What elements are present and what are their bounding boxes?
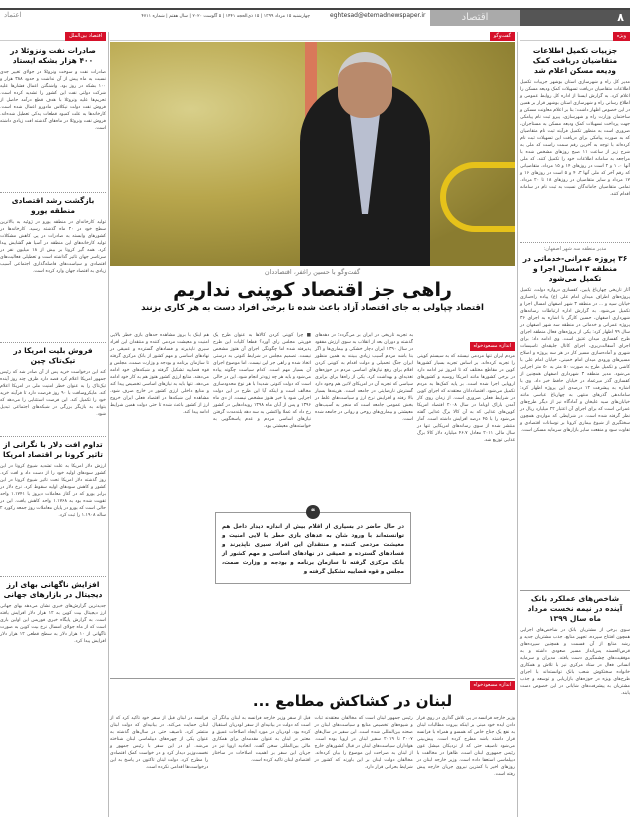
interview-column-1 — [417, 332, 515, 444]
page-number: ۸ — [520, 10, 630, 26]
article-body: سوی برخی از مشتریان بانک در شاخص‌های اجرایی همچون افتتاح سپرده، تجهیز منابع، جذب مشتریان جدید و رشد منابع از آن قسمت و همچنین سپرده‌های قرض‌الحسنه پس‌انداز مسیر صعودی داشته و به موفقیت‌های چشمگیری دست یافته. مدیران و سرمایه انسانی فعال در ستاد مرکزی نیز با تلاش و همکاری خانواده سختکوش شعب بانک توانسته‌اند با اجرای طرح‌های ویژه در حوزه‌های بازاریابی و توسعه و جذب مشتریان به پیشرفت‌های شایانی در این خصوص دست یابند. — [520, 628, 630, 696]
article-headline[interactable]: بازگشت رشد اقتصادی منطقه یورو — [11, 196, 95, 215]
article-column: به تجربه تاریخی در ایران بر می‌گردد؛ در دهه‌های گذشته و دوران بعد از انقلاب به سوی ارزش مفقود در سال ۱۳۹۰ ایران دچار خشکی و بیماری‌ها و اگر بنا باشد مردم آسیب زیادی ببینند به همین منظور ایران جنگ تحمیلی و دولت اقدام به کوپنی کردن اقلام برای رفع نیازهای اساسی مردم در حوزه‌های تغذیه‌ای و بهداشت کرد. یکی از راه‌ها برای برابری سیاسی که تجربه آن در امریکای لاتین هم وجود دارد گسترش نارضایتی در جامعه است. هزینه‌ها بسیار بالا رفته و افزایش نرخ ارز و سیاست‌های غلط در بخش عمومی جامعه است که منجر به آسیب‌های معیشتی و بیماری‌های روحی و روانی در جامعه شده است. — [315, 333, 413, 422]
article-body: مدیر کل راه و شهرسازی استان بوشهر جزییات تکمیل اطلاعات متقاضیان دریافت تسهیلات کمک ودیعه مسکن را اعلام کرد. به گزارش ایسنا از اداره کل روابط عمومی و اطلاع رسانی راه و شهرسازی استان بوشهر قرار بر همین در این خصوص اظهار داشت: بنا بر اعلام معاونت مسکن و ساختمان وزارت راه و شهرسازی، پیرو ثبت نام پیامکی جهت پرداخت تسهیلات کمک ودیعه مسکن به مستاجران، ضروری است به منظور تکمیل فرآیند ثبت نام متقاضیان که به صورت پیامکی برای دریافت این تسهیلات ثبت نام کرده‌اند با توجه به آخرین رقم سمت راست کد ملی به شرح زیر از ساعت ۱۱ صبح روزهای مشخص شده با مراجعه به سامانه اطلاعات خود را تکمیل کنند. کد ملی آنها ۰، ۱ و ۲ است در روزهای ۱۴ و ۱۵ مرداد، متقاضیانی که رقم آخر کد ملی آنها ۳، ۴ و ۵ است در روزهای ۱۶ و ۱۷ مرداد و سایر متقاضیان در روزهای ۱۸ تا ۲۰ مرداد. تمامی متقاضیان جاماندگان نسبت به ثبت نام در سامانه اقدام کنند. — [520, 80, 630, 197]
left-column — [0, 32, 106, 645]
column-divider — [517, 32, 518, 817]
section-label-bar — [520, 32, 630, 41]
page-header — [0, 8, 630, 26]
interview-photo — [110, 42, 515, 266]
main-headline[interactable]: راهی جز اقتصاد کوپنی نداریم — [173, 279, 452, 301]
lebanon-headline[interactable]: لبنان در کشاکش مطامع ... — [252, 692, 453, 710]
article-column: فرانسه در لبنان قبل از سفر خود تاکید کرد که از لبنان حمایت می‌کند. در بیانیه‌ای که دولت لبنان منتشر کرد، ناصیف حتی در سال‌های گذشته به عنوان یکی از چهره‌های دیپلماسی لبنان شناخته می‌شد. او در این سفر با رئیس جمهور و نخست‌وزیر دیدار کرد و در خواست کمک اقتصادی را مطرح کرد. دولت لبنان تاکنون در پاسخ به این درخواست‌ها اقدامی نکرده است. — [110, 716, 209, 770]
byline: اندازه مسعودخواه — [470, 681, 515, 690]
section-label: ویژه — [613, 32, 630, 41]
article-headline[interactable]: جزییات تکمیل اطلاعات متقاضیان دریافت کمک ودیعه مسکن اعلام شد — [532, 46, 618, 75]
article-column: قبل از سفر وزیر خارجه فرانسه به لبنان بیانگر آن است که دولت در بیانیه‌ای از سفر لودریان استقبال کرده بود. لودریان در مورد ایجاد اصلاحات عمیق و معتبر در لبنان به عنوان مقدمه‌ای برای همکاری مالی بین‌المللی سخن گفت. اتحادیه اروپا نیز در جریان این سفر بر اهمیت اصلاحات در ساختار اقتصادی لبنان تاکید کرده است. — [212, 716, 311, 763]
article-column: هم اینک با بروز مشاهده حدهای بازی خطر بالایی امنیت و معیشت مردمی کننده و منتقدان این افراد سیری ناپذیرند و فسادهای گسترده و عمیقی در نهادهای اساسی و مهم کشور از بانک مرکزی گرفته تا سازمان برنامه و بودجه و وزارت صمت، مجلس و قوه قضاییه تشکیل گرفته و شبکه‌های خود ادامه می‌دهند. منابع ارزی کشور هنوز هم به کار خود ادامه می‌دهد. تنها باید به نیازهای اساسی تخصیص پیدا کند و منابع داخلی ارزی کشور در خارج صرف شود. مشاهده این شبکه‌ها در اقتصاد فعلی ایران خروج ارز از کشور باعث شده تا حتی دولت همین شرایط ادامه پیدا کند. — [110, 333, 209, 415]
interview-header — [110, 268, 515, 314]
article-column: رئیس جمهور لبنان است که مخالفان معتقدند ثبات و شیوه‌های تخصیص منابع و سیاست‌های لبنان در صحنه بین‌المللی شده است. این سفیر در سال‌های ۲۰۰۷ تا ۲۰۱۹ سفیر لبنان در اروپا بوده است. هواداران سیاست‌های لبنان در قبال کشورهای خارج از لبنان به صراحت این موضوع را بیان کرده‌اند. مخالفان دولت لبنان بر این باورند که کشور در شرایط بحرانی قرار دارد. — [314, 716, 413, 770]
article-body: صادرات نفت و سوخت ونزوئلا در جولای تغییر جدی نسبت به ماه پیش از آن نداشت و حدود ۳۸۸ هزار و ۱۰۰ بشکه در روز بود. واشنگتن اعمال فشارها علیه شرکت دولتی نفت این کشور را تشدید کرده است. تحریم‌ها علیه ونزوئلا با هدف قطع درآمد حاصل از فروش نفت دولت نیکلاس مادورو اعمال شده است. کارخانه‌ها به علت کمبود قطعات یدکی تعطیل شده‌اند. فروش نفت ونزوئلا در ماه‌های گذشته افت زیادی داشته است. — [0, 70, 106, 131]
section-label-bar — [110, 32, 515, 41]
article-headline[interactable]: تداوم افت دلار با نگرانی از تاثیر کرونا بر اقتصاد امریکا — [3, 440, 103, 459]
main-subtitle: اقتصاد چپاولی به جای اقتصاد آزاد باعث شده تا برخی افراد دست به هر کاری بزنند — [141, 303, 484, 313]
article-kicker: گفت‌وگو با حسین راغفر، اقتصاددان — [264, 268, 361, 276]
article-body: کند این درخواست خرید پس از آن صادر شد که رئیس جمهور امریکا اعلام کرد قصد دارد ظرف چند روز آینده تیک‌تاک را به عنوان خطر امنیت ملی در امریکا اعلام کند. مایکروسافت با ۹۰ روز فرصت دارد تا فرآیند خرید خود را تکمیل کند. این فرصت استثنایی را می‌دهد که بتواند به بازیگر بزرگی در شبکه‌های اجتماعی تبدیل شود. — [0, 370, 106, 417]
article-body: جدیدترین گزارش‌های خبری نشان می‌دهد بهای جهانی ارز دیجیتال بیت کوین به ۱۲ هزار دلار افزایش یافته است. به گزارش پایگاه خبری فوربس این اولین باری است که از ماه جولای امسال نرخ بیت کوین به صورت ناگهانی از ۱۰ هزار دلار به سطح قطعی ۱۲ هزار دلار افزایش پیدا کرد. — [0, 604, 107, 644]
section-title: اقتصاد — [430, 10, 520, 26]
interview-body — [110, 332, 515, 676]
column-divider — [108, 32, 109, 817]
right-column — [520, 32, 630, 697]
article-headline[interactable]: افزایش ناگهانی بهای ارز دیجیتال در بازارهای جهانی — [3, 580, 103, 599]
date-line: چهارشنبه ۱۵ مرداد ۱۳۹۹ | ۱۵ ذی‌الحجه ۱۴۴۱ | ۵ آگوست ۲۰۲۰ | سال هفتم | شماره ۴۷۱۱ — [141, 14, 310, 19]
pull-quote: در حال حاضر در بسیاری از اقلام بیش از اندازه دیدار داخل هم توانسته‌اند با ورود شان به عدهای بازی خطر با لایی امنیت و معیشت مردمی کننده و منتقدان این افراد سیری ناپذیرند و فسادهای گسترده و عمیقی در نهادهای اساسی و مهم کشور از بانک مرکزی گرفته تا سازمان برنامه و بودجه و وزارت صمت، مجلس و قوه قضاییه تشکیل گرفته و — [215, 512, 411, 584]
section-label: اقتصاد بین‌الملل — [65, 32, 106, 41]
byline: اندازه مسعودخواه — [470, 342, 515, 351]
section-label: گفت‌وگو — [490, 32, 515, 41]
quote-icon: ❝ — [306, 505, 320, 519]
article-column: ■ چرا کوپنی کردن کالاها به عنوان طرح یک فوریتی مجلس رای آورد؟ قطعا کلیات این طرح پذیرفته شده اما چگونگی اجرای آن هنوز مشخص نیست. تصمیم مجلس در شرایط کنونی به درستی اتخاذ شده و راهی جز این نیست. اما موضوع اجرای آن بسیار مهم است. کدام سیاست چگونه پیاده می‌شود و باید هر چه زودتر انجام شود. این در حالی است که دولت کنونی شدیدا با هر نوع محدودسازی مخالف است و اینکه آیا این طرح در این دولت اجرایی شود یا خیر هنوز مشخص نیست. از دی ماه ۱۳۹۶ و پس از آبان ماه ۱۳۹۸ رویدادهایی در کشور رخ داد که عملا واکنشی به سه دهه بلندمدت گرفتن نیازهای اساسی مردم و عدم پاسخگویی به خواسته‌های معیشتی بود. — [213, 333, 311, 429]
article-body: آثار تاریخی چهارباغ پایین، کفسازی دروازه دولت، تکمیل پروژه‌های اطراف میدان امام علی (ع) پیاده راه‌سازی خیابان سپه و ... در منطقه ۳ شهر اصفهان امسال اجرا و تکمیل می‌شود. به گزارش اداره ارتباطات رسانه‌های شهرداری اصفهان، حسین کارگر با اشاره به اجرای ۳۶ پروژه عمرانی و خدماتی در منطقه سه شهر اصفهان در سال ۹۹ اظهار کرد: یکی از پروژه‌های فعال منطقه اجرای طرح کفسازی میدان عتیق است. وی ادامه داد: برای اجرای آسفالت‌ریزی، اجرای کانال جلیقه‌ای تاسیسات شهری و آماده‌سازی مسیر کار در هر سه پروژه و اصلاح مسیرهای ورودی میدان امام خمینی، خیابان امام علی با کاشی و تکمیل طرح به صورت ۵۰ متر به ۵۰ متر اجرایی می‌شود. مدیر منطقه ۳ شهرداری اصفهان همچنین از کفسازی گذر میرعماد در خیابان حافظ خبر داد. وی با اشاره به پیشرفت ۱۲ درصدی این پروژه اظهار کرد: ساماندهی گذرهای منتهی به چهارباغ عباسی مانند خیابان‌های سید علیخان و آمادگاه نیز از دیگر طرح‌های عمرانی است که برای اجرای آن اعتبار ۲۲ میلیارد ریال در نظر گرفته شده است. در شرایطی که مواردی همچون سختگیری از شیوع بیماری کرونا بر نوسانات اقتصادی و تفاوت سود و منفعت سایر بازارهای سرمایه مسکن است. — [520, 288, 630, 433]
lebanon-article — [110, 678, 515, 778]
article-body: تولید کارخانه‌ای در منطقه یورو در ژوئیه به بالاترین سطح خود در ۲۰ ماه گذشته رسید. کارخانه‌ها در کشورهای وابسته به صادرات در پی کاهش مشکلات تولید کارخانه‌های این منطقه در آسیا هم گشایش پیدا کرد. همه گیر کرونا بر بیش از ۱۸ میلیون نفر در سرتاسر جهان تاثیر گذاشته است و تعطیلی فعالیت‌های اقتصادی و سیاست‌های فاصله‌گذاری اجتماعی آسیب زیادی به اقتصاد جهان وارد کرده است. — [0, 220, 106, 274]
section-label-bar — [0, 32, 106, 41]
article-headline[interactable]: ۳۶ پروژه عمرانی-خدماتی در منطقه ۳ امسال اجرا و تکمیل می‌شود — [522, 254, 628, 283]
email-link[interactable]: eghtesad@etemadnewspaper.ir — [330, 12, 426, 19]
article-headline[interactable]: صادرات نفت ونزوئلا در ۴۰۰ هزار بشکه ایستاد — [10, 46, 96, 65]
article-column: وزیر خارجه فرانسه در پی تلاش گذاری در روی قرار دادن ایده خود مبنی بر اینکه بیروت مطالبات لبنان به نفع یک جناح خاص که همسو و همراه با فرانسه قرار داشته باشد مطرح کرده است. پیش‌بینی می‌شود ناصیف حتی که از نزدیکان میشل عون رئیس جمهوری لبنان است، ظاهرا در مخالفت با دیپلماسی استعفا داده است. وزیر خارجه لبنان در روزهای اخیر با کمترین نیروی جریان خارجه پیش رفته است. — [416, 716, 515, 777]
newspaper-logo: اعتماد — [4, 11, 22, 19]
article-headline[interactable]: فروش بلیت امریکا در تیک‌تاک چین — [13, 346, 93, 365]
article-body: ارزش دلار امریکا به علت تشدید شیوع کرونا در این کشور سودهای اولیه خود را از دست داد و افت کرد. روز گذشته دلار امریکا تحت تاثیر شیوع کرونا در این کشور و کاهش سودهای اولیه سقوط کرد. نرخ دلار در برابر یورو که در آغاز معاملات دیروز با ۱.۱۷۴۱ واحد تقویت شده بود به ۱.۱۷۶۸ واحد کاهش یافت. این در حالی است که یورو در پایان معاملات روز جمعه رکورد ۲ ساله ۱.۱۹۰۸ را ثبت کرد. — [0, 464, 106, 518]
article-column: مردم ایران تنها مردمی نیستند که به سیستم کوپنی را تجربه کرده‌اند. بر اساس تجربه بسیار کشورها کوپن در مقاطع مختلف که تا امروز نیز ادامه دارد در برخی کشورها مانند امریکا روسیه و کشورهای اروپایی اجرا شده است. بر پایه کمک‌ها به مردم تکمیل می‌شود. اقتصاددانان معتقدند که اجرای کوپن در شرایط فعلی ضروری است. از زمان روی کار آمدن باراک اوباما در سال ۲۰۰۸ اقتصاد امریکا کوپن‌های غذایی که به آن کالا برگ غذایی گفته می‌شود را با ۴۵ درصد افزایش داشته است. آمار منتشر شده از سوی رسانه‌های امریکایی تنها در سال مالی ۲۰۱۱ معادل ۴۶.۷ میلیارد دلار کالا برگ غذایی توزیع شد. — [417, 354, 515, 443]
article-kicker: مدیر منطقه سه شهر اصفهان: — [543, 246, 607, 252]
article-headline[interactable]: شاخص‌های عملکرد بانک آینده در نیمه نخست مرداد ماه سال ۱۳۹۹ — [527, 594, 623, 623]
